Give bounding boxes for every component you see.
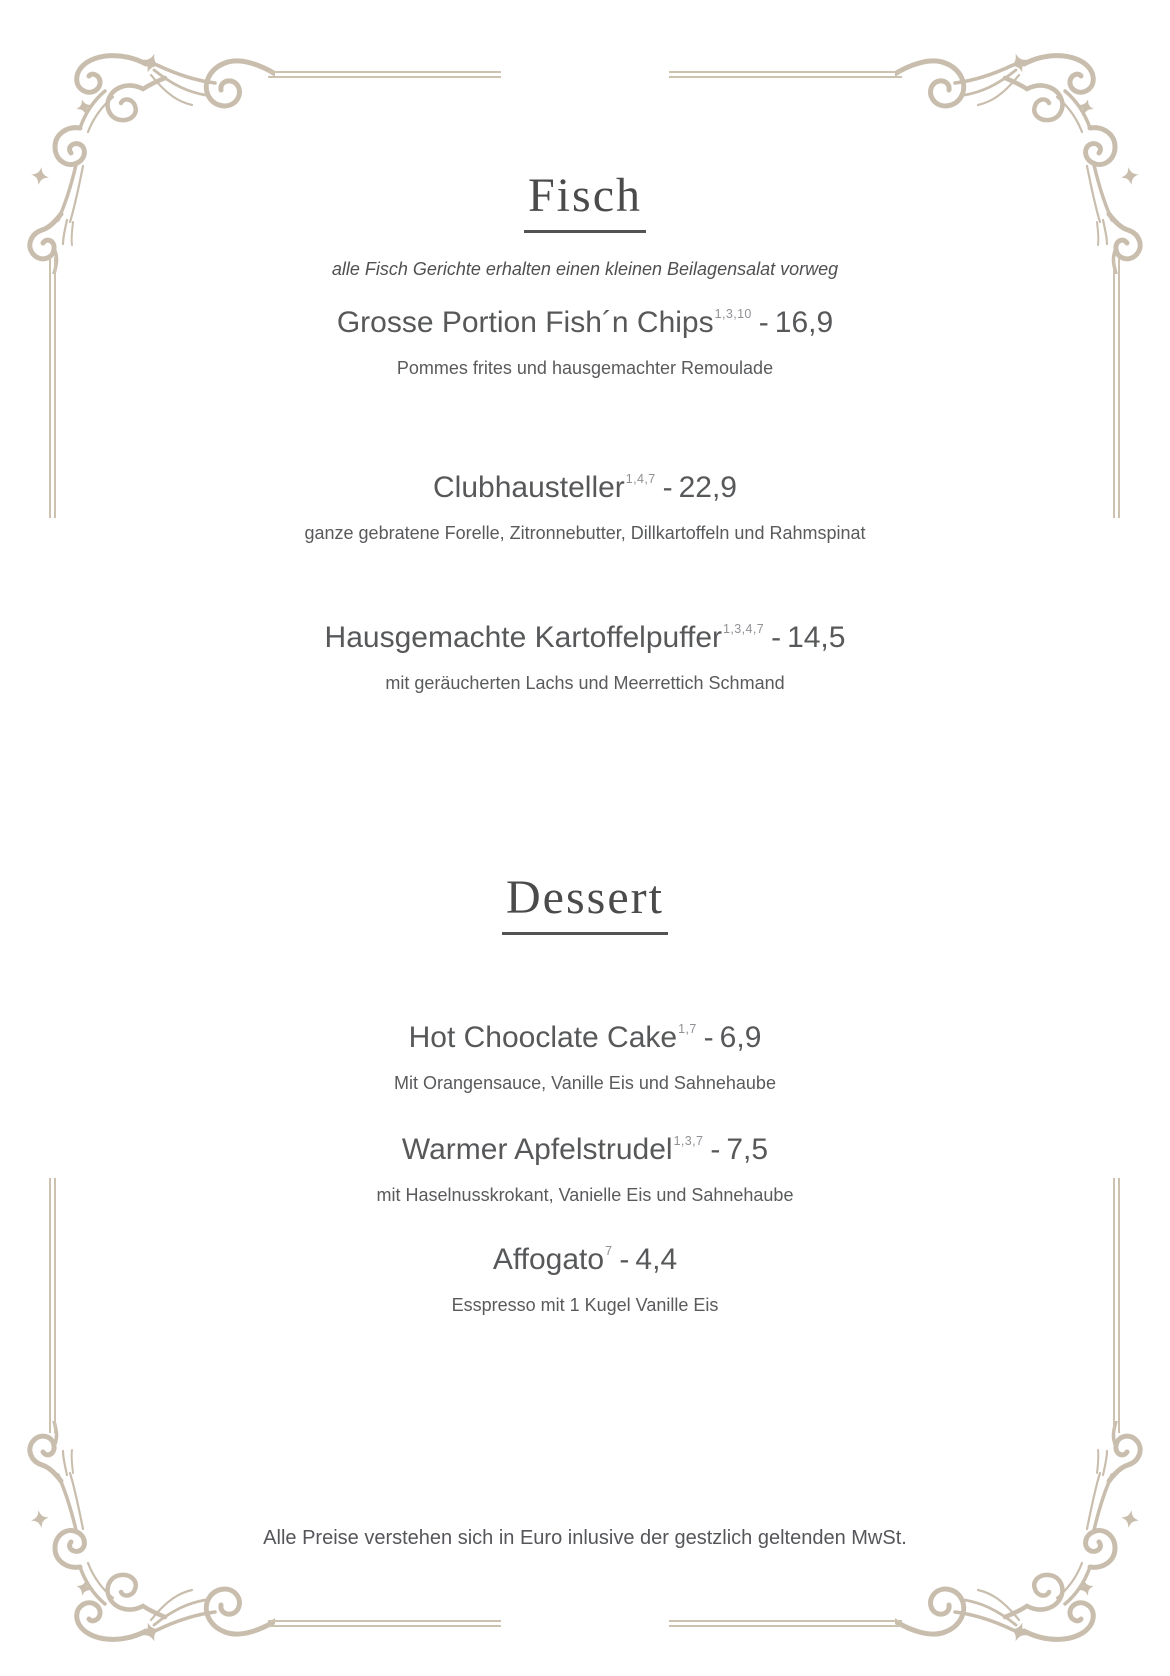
price-separator: - [662,471,673,504]
price-separator: - [703,1021,714,1054]
section-title-text: Fisch [524,170,646,233]
menu-item-description: mit Haselnusskrokant, Vanielle Eis und Sahnehaube [376,1185,794,1205]
allergen-superscript: 1,4,7 [625,472,656,486]
corner-flourish-top-right-icon [895,44,1145,274]
menu-item-name: Hot Chooclate Cake [408,1021,678,1054]
allergen-superscript: 7 [605,1244,613,1258]
menu-item-title [0,620,1170,661]
menu-item-title [0,1242,1170,1283]
menu-item-price: 22,9 [678,471,737,504]
allergen-superscript: 1,3,4,7 [723,622,765,636]
bottom-border-line-right [669,1620,902,1627]
menu-item-price: 7,5 [726,1133,769,1166]
menu-item [0,470,1170,545]
menu-item-name: Grosse Portion Fish´n Chips [336,306,714,339]
allergen-superscript: 1,3,7 [673,1134,704,1148]
section-title-dessert [0,872,1170,935]
menu-item-name: Warmer Apfelstrudel [401,1133,673,1166]
section-title-fisch [0,170,1170,233]
menu-item [0,1132,1170,1207]
menu-item-title [0,305,1170,346]
top-border-line-left [268,71,501,78]
menu-item-price: 14,5 [787,621,846,654]
menu-item-name: Clubhausteller [433,471,625,504]
menu-item [0,1020,1170,1095]
allergen-superscript: 1,7 [678,1022,697,1036]
menu-item-description: mit geräucherten Lachs und Meerrettich Schmand [385,673,785,693]
menu-item-description: Pommes frites und hausgemachter Remoulade [396,358,774,378]
footer-vat-note: Alle Preise verstehen sich in Euro inlusive der gestzlich geltenden MwSt. [263,1527,907,1549]
price-separator: - [619,1243,630,1276]
top-border-line-right [669,71,902,78]
menu-item-title [0,1020,1170,1061]
menu-item [0,620,1170,695]
price-separator: - [771,621,782,654]
corner-flourish-top-left-icon [25,44,275,274]
allergen-superscript: 1,3,10 [714,307,752,321]
menu-item-price: 6,9 [719,1021,762,1054]
price-separator: - [758,306,769,339]
menu-item-title [0,470,1170,511]
menu-item-description: ganze gebratene Forelle, Zitronnebutter, Dillkartoffeln und Rahmspinat [304,523,866,543]
bottom-border-line-left [268,1620,501,1627]
section-title-text: Dessert [502,872,668,935]
menu-item [0,1242,1170,1317]
section-note: alle Fisch Gerichte erhalten einen kleinen Beilagensalat vorweg [331,259,839,279]
menu-item-description: Esspresso mit 1 Kugel Vanille Eis [451,1295,719,1315]
menu-item-price: 4,4 [635,1243,678,1276]
menu-item-name: Affogato [492,1243,605,1276]
menu-item [0,305,1170,380]
menu-item-title [0,1132,1170,1173]
menu-item-description: Mit Orangensauce, Vanille Eis und Sahnehaube [394,1073,776,1093]
menu-item-price: 16,9 [774,306,834,339]
price-separator: - [710,1133,721,1166]
menu-item-name: Hausgemachte Kartoffelpuffer [324,621,723,654]
